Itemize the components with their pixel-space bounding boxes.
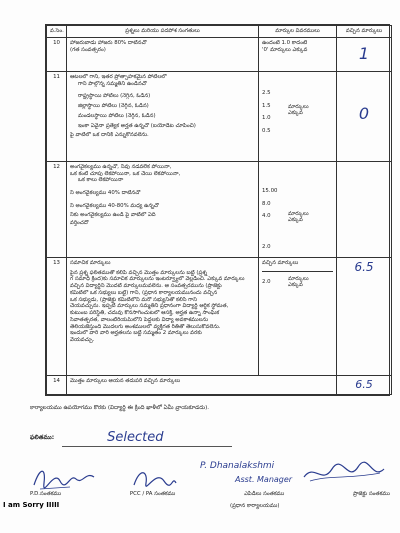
result-value-handwritten: Selected — [107, 430, 164, 445]
table-row — [47, 71, 392, 161]
row-description — [67, 71, 259, 161]
marks-side-line: ఎక్కువ — [288, 110, 303, 117]
result-field — [62, 429, 232, 447]
table-row — [47, 37, 392, 71]
desc-line: పైన ప్రశ్న ఫలితముతో కలిపి వచ్చిన మొత్తం మార్కులను బట్టి (ప్రశ్న — [70, 269, 208, 276]
row-marks — [259, 257, 337, 375]
obtained-marks-handwritten: 6.5 — [354, 259, 374, 274]
row-title: సమాచిక మార్కులు — [70, 259, 111, 266]
row-obtained — [337, 161, 392, 257]
desc-line: మండలస్థాయి పోటీలు (నెగ్గిన, ఓడిన) — [78, 112, 156, 119]
row-description — [67, 257, 259, 375]
project-signature-icon — [300, 459, 388, 489]
desc-line: ఇందులో వారి వారి అర్హతలను బట్టి సమ్మతం 2 మార్కులు వరకు — [70, 330, 202, 337]
row-description — [67, 37, 259, 71]
row-marks — [259, 71, 337, 161]
table-row — [47, 161, 392, 257]
mark-value: 15.00 — [262, 187, 278, 194]
mark-value: 0.5 — [262, 128, 271, 134]
desc-line: సేవాతత్పరత, వాలంటీరియమ్‌లోని పెద్దలకు విద్యా అవకాశములను — [70, 316, 209, 323]
desc-line: రాష్ట్రస్థాయి పోటీలు (నెగ్గిన, ఓడిన) — [78, 93, 151, 100]
obtained-marks-handwritten: 1 — [358, 43, 370, 63]
desc-line: నీకు అంగవైకల్యము ఉండి పై వాటిలో ఏది — [70, 211, 156, 218]
marks-side-note — [288, 211, 309, 225]
row-number: 10 — [47, 37, 67, 71]
desc-line: కమిటీలో ఒక సభ్యులు బట్టి) గాని, (ప్రధాన కార్యాలయమునందు వచ్చిన — [70, 289, 218, 296]
mark-value: 2.5 — [262, 89, 271, 96]
desc-line: (గత సంవత్సరం) — [70, 46, 106, 53]
desc-line: తెలియజేస్తుంది మొదలగు అంశములలో వ్యక్తిగత రీతితో తెలుసుకోవలెను. — [70, 323, 221, 330]
office-use-note: కార్యాలయము ఉపయోగము కొరకు (విద్యార్థి ఈ క్రింది ఖాళీలో ఏమీ వ్రాయకూడదు). — [30, 405, 210, 411]
marks-side-line: మార్కులు — [288, 103, 309, 110]
desc-line: నీ అంగవైకల్యము 40-80% మధ్య ఉన్నచో — [70, 202, 159, 209]
desc-line: చేయవచ్చును. ఇప్పటి మార్కులు సమ్మతిని ప్రధానంగా విద్యార్థి ఆర్థిక స్థోమత, — [70, 303, 229, 310]
table-header-row — [47, 26, 392, 38]
header-serial: వ.సెం. — [47, 26, 67, 38]
marks-side-line: ఎక్కువ — [288, 282, 303, 289]
signer-name-handwritten: P. Dhanalakshmi — [200, 461, 275, 471]
marks-line: ఉందంటే 1.0 కాదంటే — [262, 39, 308, 46]
marks-side-line: మార్కులు — [288, 210, 309, 217]
obtained-marks-handwritten: 0 — [358, 103, 370, 123]
mark-value: 1.5 — [262, 102, 271, 109]
desc-line: పై వాటిలో ఒక దానికి ఎన్నుకొనవలెను. — [70, 132, 149, 139]
row-obtained — [337, 257, 392, 375]
total-marks-handwritten: 6.5 — [355, 377, 373, 391]
marks-side-line: మార్కులు — [288, 275, 309, 282]
desc-line: గ సమాధి క్రింద)కు సమాచిక మార్కులను ఇంటర్వ్యూలో వెల్లడించి. ఎక్కువ మార్కులు — [70, 276, 245, 283]
mark-value: 1.0 — [262, 115, 271, 122]
row-marks — [259, 161, 337, 257]
desc-line: ఇంకా ఏవైనా ప్రత్యేక అర్హత ఉన్నచో (బయోడేట చూపించి) — [78, 122, 196, 129]
row-number: 14 — [47, 375, 67, 394]
desc-line: వచ్చిన విద్యార్థిని మొదటి మార్కులమవలెను. ఆ సంవత్సరమును (ప్రాజెక్టు — [70, 283, 222, 289]
signature-labels — [30, 491, 390, 498]
row-obtained — [337, 375, 392, 394]
header-marks-details: మార్కుల వివరములు — [259, 26, 337, 38]
marks-list — [262, 184, 282, 251]
mark-value: 4.0 — [262, 213, 271, 220]
desc-line: జిల్లాస్థాయి పోటీలు (నెగ్గిన, ఓడిన) — [78, 103, 149, 109]
marks-table-frame — [45, 24, 390, 396]
signature-label: PCC / PA సంతకము — [129, 491, 176, 497]
table-row — [47, 257, 392, 375]
pcc-signature-icon — [130, 465, 180, 493]
row-marks — [259, 37, 337, 71]
desc-line: కుటుంబ పరిస్థితి, చదువు కొనసాగించుటలో ఆసక్తి, అర్హత ఉన్నా సాంఘిక — [70, 310, 220, 316]
result-row — [30, 429, 232, 447]
desc-line: ఒక సభ్యుడు, (ప్రాజెక్టు కమిటీలోని మరో సభ్యునితో కలిసి గాని — [70, 296, 197, 303]
marks-side-note — [288, 104, 309, 118]
result-label: ఫలితము: — [30, 434, 55, 442]
desc-line: హాజరుబాడు హాజరు 80% దాటినచో — [70, 39, 147, 46]
head-office-label: (ప్రధాన కార్యాలయము) — [230, 503, 280, 509]
desc-line: గాని పాల్గొన్న సమ్మతిని ఉండినచో — [78, 80, 147, 87]
row-description — [67, 375, 337, 394]
desc-line: అంగవైకల్యము ఉన్నచో, నీవు నడవలేక పోయినా, — [70, 163, 172, 170]
overlay-caption: I am Sorry IIIII — [3, 501, 60, 509]
marks-title: వచ్చిన మార్కులు — [262, 259, 299, 266]
row-number: 13 — [47, 257, 67, 375]
desc-line: వేయవచ్చు. — [70, 337, 95, 343]
row-number: 11 — [47, 71, 67, 161]
table-row — [47, 375, 392, 394]
header-description: ప్రశ్నలు మరియు పదపోశ సంగతులు — [67, 26, 259, 38]
desc-line: ఒక కంటి చూపు లేకపోయినా, ఒక చేయి లేకపోయినా, — [70, 170, 181, 177]
header-marks-obtained: వచ్చిన మార్కులు — [337, 26, 392, 38]
marks-side-note — [288, 276, 309, 290]
desc-line: ఒక కాలు లేకపోయినా — [78, 177, 124, 184]
row-number: 12 — [47, 161, 67, 257]
marks-table — [46, 25, 392, 395]
pd-signature-icon — [30, 463, 100, 493]
marks-list — [262, 86, 282, 135]
mark-value: 8.0 — [262, 200, 271, 207]
desc-line: వర్తించదో — [70, 220, 89, 227]
row-description — [67, 161, 259, 257]
marks-line: '0' మార్కులు ఎక్కువ — [262, 46, 308, 53]
mark-value: 2.0 — [262, 278, 271, 285]
signature-label: ఎపిడిలు సంతకము — [244, 491, 285, 497]
mark-value: 2.0 — [262, 244, 271, 250]
desc-line: ఆటలలో గాని, ఇతర ప్రోత్సాహకమైన పోటీలలో — [70, 73, 167, 80]
desc-line: మొత్తం మార్కులు ఆయన తదుపరి వచ్చిన మార్కులు — [70, 377, 181, 384]
row-obtained — [337, 71, 392, 161]
row-obtained — [337, 37, 392, 71]
signature-label: ప్రాజెక్టు సంతకము — [352, 491, 390, 497]
marks-side-line: ఎక్కువ — [288, 217, 303, 224]
desc-line: నీ అంగవైకల్యము 40% దాటినచో — [70, 190, 141, 196]
signature-label: P.D.సంతకము — [30, 491, 62, 497]
signer-role-handwritten: Asst. Manager — [235, 475, 293, 484]
